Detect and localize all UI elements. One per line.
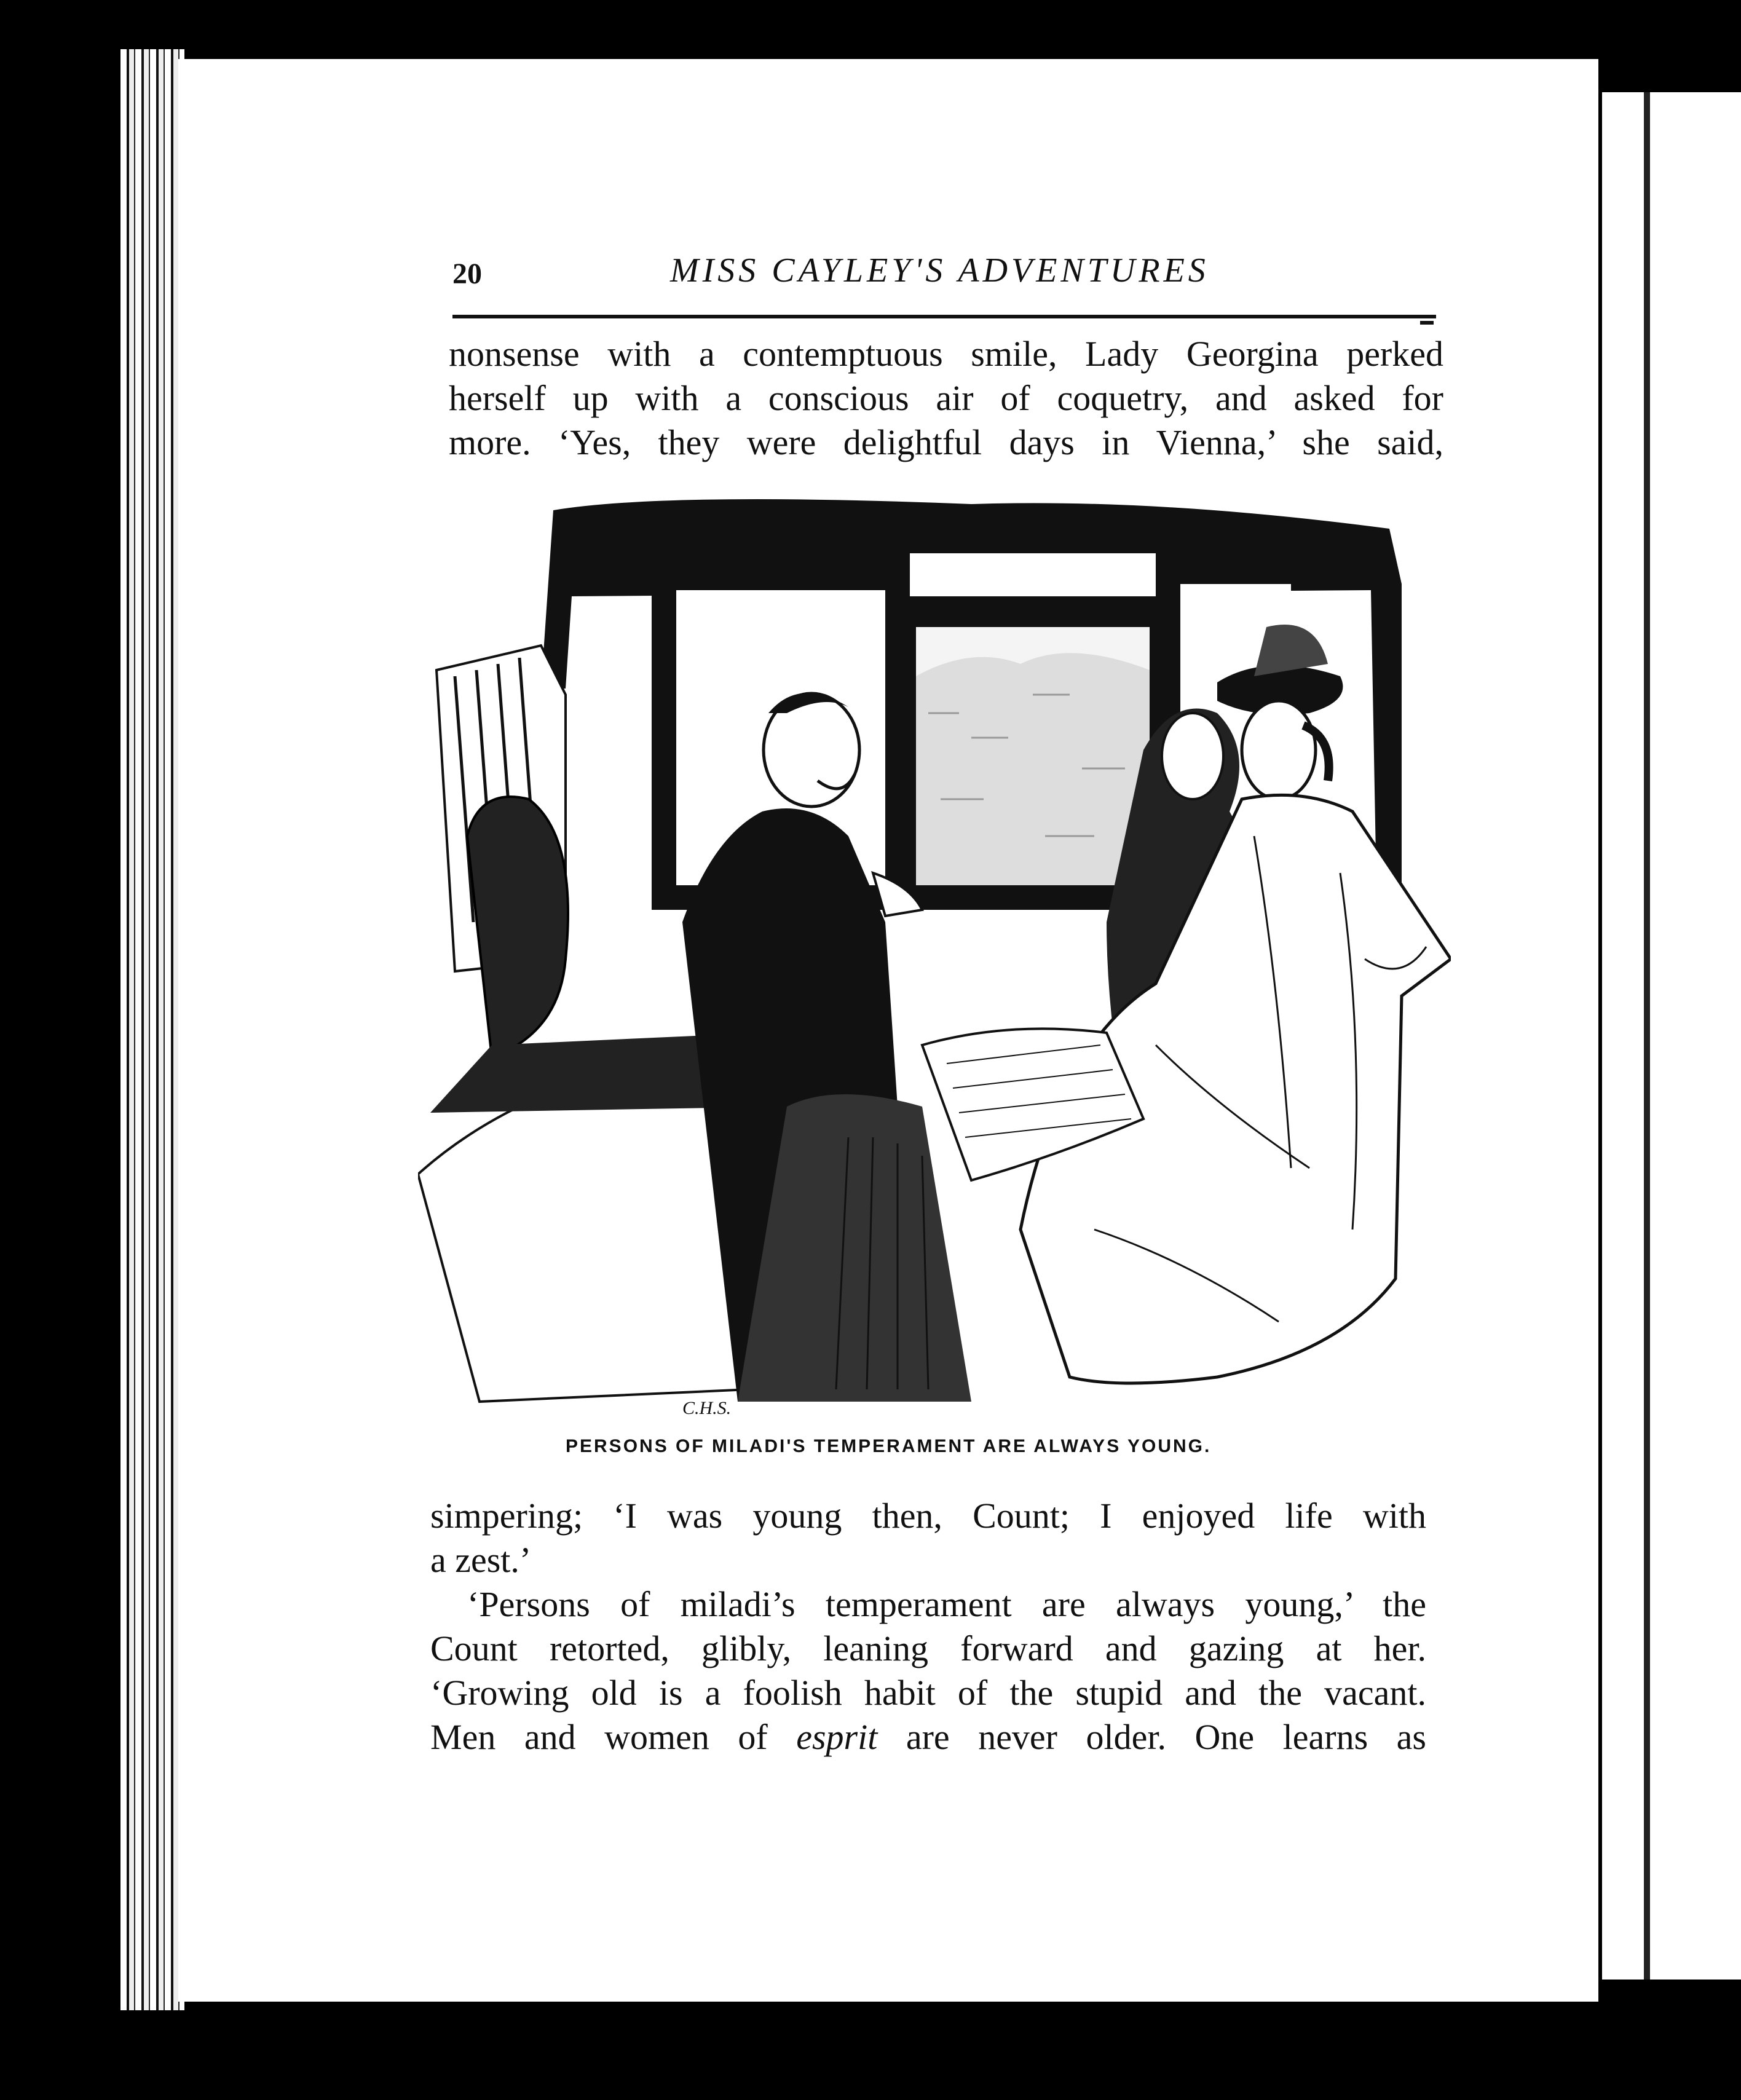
next-page-edge: [1602, 92, 1741, 1980]
text-line: herself up with a conscious air of coquetry, and asked for: [449, 378, 1443, 418]
text-line: ‘Growing old is a foolish habit of the stupid and the vacant.: [430, 1673, 1426, 1713]
text-line: a zest.’: [430, 1540, 532, 1580]
text-line: simpering; ‘I was young then, Count; I enjoyed life with: [430, 1496, 1426, 1536]
text-fragment: Men and women of: [430, 1717, 797, 1757]
bottom-paragraph: [430, 1494, 1426, 1759]
artist-signature: C.H.S.: [682, 1398, 732, 1418]
text-line: Count retorted, glibly, leaning forward and gazing at her.: [430, 1628, 1426, 1668]
head-rule-dash: [1420, 321, 1434, 325]
text-line: [430, 1715, 1426, 1759]
head-rule: [452, 315, 1436, 318]
illustration-train-compartment: [418, 492, 1451, 1432]
text-line: nonsense with a contemptuous smile, Lady Georgina perked: [449, 334, 1443, 374]
top-paragraph: [449, 332, 1443, 465]
page-number: 20: [452, 258, 482, 290]
text-line: more. ‘Yes, they were delightful days in Vienna,’ she said,: [449, 422, 1443, 462]
running-head: MISS CAYLEY'S ADVENTURES: [670, 251, 1209, 290]
text-fragment: are never older. One learns as: [877, 1717, 1426, 1757]
text-line: ‘Persons of miladi’s temperament are always young,’ the: [467, 1584, 1426, 1624]
italic-word: esprit: [796, 1717, 878, 1757]
illustration-caption: PERSONS OF MILADI'S TEMPERAMENT ARE ALWAYS YOUNG.: [566, 1436, 1212, 1456]
page-edges: [120, 49, 184, 2010]
